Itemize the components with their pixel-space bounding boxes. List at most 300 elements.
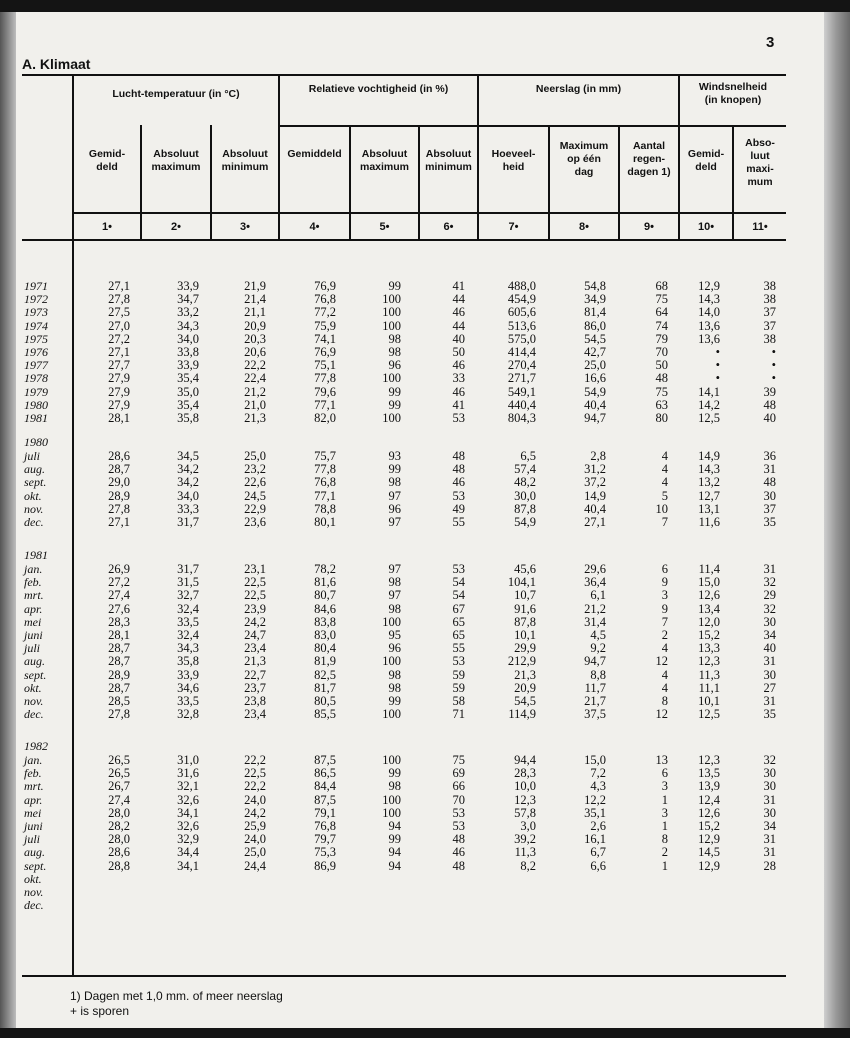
cell-col-11: 28	[763, 858, 776, 873]
cell-col-2: 33,5	[177, 614, 199, 629]
cell-col-1: 28,0	[108, 805, 130, 820]
cell-col-2: 31,6	[177, 766, 199, 781]
row-label: sept.	[24, 858, 47, 873]
cell-col-1: 28,9	[108, 488, 130, 503]
cell-col-1: 28,5	[108, 694, 130, 708]
cell-col-11: 38	[763, 331, 776, 346]
cell-col-3: 22,7	[244, 667, 266, 682]
cell-col-1: 27,4	[108, 588, 130, 603]
cell-col-1: 28,0	[108, 832, 130, 847]
cell-col-1: 27,2	[108, 331, 130, 346]
cell-col-2: 35,8	[177, 411, 199, 425]
cell-col-2: 32,6	[177, 819, 199, 833]
cell-col-10: 11,4	[698, 562, 720, 576]
cell-col-6: 71	[452, 707, 465, 722]
cell-col-6: 66	[452, 779, 465, 794]
cell-col-10: 14,2	[698, 397, 720, 412]
section-year-1981: 1981	[24, 548, 48, 562]
cell-col-1: 26,9	[108, 562, 130, 576]
cell-col-4: 80,7	[314, 588, 336, 603]
cell-col-9: 3	[661, 588, 668, 603]
cell-col-5: 100	[382, 292, 401, 307]
cell-col-1: 28,1	[108, 411, 130, 425]
cell-col-5: 100	[382, 318, 401, 333]
cell-col-6: 53	[452, 562, 465, 576]
header-bottom-rule	[22, 239, 786, 241]
cell-col-7: 440,4	[507, 397, 536, 412]
cell-col-7: 11,3	[514, 845, 536, 860]
cell-col-1: 28,2	[108, 819, 130, 833]
cell-col-5: 95	[388, 628, 401, 642]
cell-col-6: 49	[452, 501, 465, 516]
cell-col-10: 13,3	[698, 641, 720, 656]
cell-col-11: •	[771, 345, 776, 359]
cell-col-2: 34,1	[177, 858, 199, 873]
cell-col-5: 97	[388, 515, 401, 529]
row-label: dec.	[24, 898, 44, 913]
cell-col-7: 575,0	[507, 331, 536, 346]
cell-col-8: 94,7	[584, 411, 606, 425]
cell-col-4: 77,8	[314, 462, 336, 477]
cell-col-5: 98	[388, 667, 401, 682]
cell-col-9: 4	[661, 462, 668, 477]
cell-col-5: 99	[388, 694, 401, 708]
cell-col-6: 55	[452, 515, 465, 529]
cell-col-1: 26,5	[108, 766, 130, 781]
cell-col-3: 25,9	[244, 819, 266, 833]
table-row	[16, 516, 824, 529]
cell-col-11: 27	[763, 680, 776, 695]
cell-col-11: 37	[763, 318, 776, 333]
cell-col-8: 37,5	[584, 707, 606, 722]
cell-col-5: 100	[382, 805, 401, 820]
cell-col-6: 46	[452, 358, 465, 373]
cell-col-2: 31,7	[177, 562, 199, 576]
row-label: nov.	[24, 501, 44, 516]
row-label: nov.	[24, 885, 44, 899]
cell-col-7: 804,3	[507, 411, 536, 425]
cell-col-9: 70	[655, 345, 668, 359]
cell-col-4: 80,1	[314, 515, 336, 529]
cell-col-1: 27,0	[108, 318, 130, 333]
table-row	[16, 642, 824, 655]
cell-col-11: 37	[763, 501, 776, 516]
cell-col-7: 39,2	[514, 832, 536, 847]
cell-col-8: 4,5	[590, 628, 606, 642]
row-label: okt.	[24, 680, 42, 695]
cell-col-10: 14,5	[698, 845, 720, 860]
cell-col-11: 35	[763, 707, 776, 722]
cell-col-10: 14,1	[698, 384, 720, 399]
cell-col-11: 32	[763, 575, 776, 590]
cell-col-4: 82,0	[314, 411, 336, 425]
cell-col-4: 81,9	[314, 654, 336, 669]
cell-col-1: 27,1	[108, 515, 130, 529]
table-row	[16, 576, 824, 589]
cell-col-5: 94	[388, 845, 401, 860]
group-header-precipitation: Neerslag (in mm)	[535, 83, 622, 95]
cell-col-4: 79,1	[314, 805, 336, 820]
table-row	[16, 463, 824, 476]
cell-col-7: 271,7	[507, 371, 536, 386]
cell-col-11: 30	[763, 667, 776, 682]
cell-col-3: 23,2	[244, 462, 266, 477]
table-row	[16, 306, 824, 319]
cell-col-3: 22,2	[244, 779, 266, 794]
cell-col-1: 28,6	[108, 845, 130, 860]
cell-col-4: 80,5	[314, 694, 336, 708]
table-row	[16, 695, 824, 708]
cell-col-9: 1	[661, 792, 668, 807]
cell-col-8: 36,4	[584, 575, 606, 590]
cell-col-6: 48	[452, 832, 465, 847]
cell-col-8: 16,1	[584, 832, 606, 847]
cell-col-10: 14,9	[698, 449, 720, 463]
cell-col-9: 2	[661, 628, 668, 642]
row-label: juli	[24, 449, 41, 463]
cell-col-7: 3,0	[520, 819, 536, 833]
cell-col-6: 46	[452, 475, 465, 490]
cell-col-5: 94	[388, 858, 401, 873]
cell-col-2: 34,7	[177, 292, 199, 307]
row-label: sept.	[24, 475, 47, 490]
cell-col-3: 25,0	[244, 449, 266, 463]
cell-col-11: 30	[763, 488, 776, 503]
cell-col-5: 100	[382, 707, 401, 722]
cell-col-10: 13,6	[698, 318, 720, 333]
cell-col-11: 30	[763, 779, 776, 794]
cell-col-5: 99	[388, 832, 401, 847]
cell-col-6: 40	[452, 331, 465, 346]
cell-col-8: 15,0	[584, 753, 606, 767]
cell-col-1: 27,8	[108, 292, 130, 307]
cell-col-5: 98	[388, 601, 401, 616]
cell-col-10: 15,2	[698, 819, 720, 833]
cell-col-6: 33	[452, 371, 465, 386]
cell-col-5: 99	[388, 279, 401, 293]
cell-col-5: 100	[382, 614, 401, 629]
cell-col-3: 22,6	[244, 475, 266, 490]
cell-col-6: 46	[452, 384, 465, 399]
cell-col-6: 41	[452, 397, 465, 412]
row-label: 1973	[24, 305, 48, 320]
table-row	[16, 820, 824, 833]
cell-col-6: 65	[452, 614, 465, 629]
row-label: apr.	[24, 601, 43, 616]
cell-col-8: 42,7	[584, 345, 606, 359]
cell-col-1: 28,3	[108, 614, 130, 629]
cell-col-11: 37	[763, 305, 776, 320]
cell-col-7: 605,6	[507, 305, 536, 320]
cell-col-5: 96	[388, 641, 401, 656]
cell-col-1: 27,9	[108, 397, 130, 412]
cell-col-8: 31,2	[584, 462, 606, 477]
cell-col-1: 28,7	[108, 680, 130, 695]
cell-col-8: 54,8	[584, 279, 606, 293]
cell-col-11: 32	[763, 753, 776, 767]
cell-col-7: 20,9	[514, 680, 536, 695]
cell-col-11: 30	[763, 805, 776, 820]
cell-col-4: 81,7	[314, 680, 336, 695]
cell-col-1: 28,1	[108, 628, 130, 642]
cell-col-8: 2,6	[590, 819, 606, 833]
cell-col-9: 68	[655, 279, 668, 293]
cell-col-10: 12,6	[698, 805, 720, 820]
cell-col-3: 25,0	[244, 845, 266, 860]
cell-col-8: 40,4	[584, 501, 606, 516]
cell-col-8: 6,6	[590, 858, 606, 873]
cell-col-7: 12,3	[514, 792, 536, 807]
cell-col-6: 46	[452, 305, 465, 320]
column-number-11: 11•	[752, 221, 768, 233]
column-header-4: Gemiddeld	[287, 148, 342, 160]
cell-col-4: 79,6	[314, 384, 336, 399]
cell-col-9: 5	[661, 488, 668, 503]
cell-col-2: 32,1	[177, 779, 199, 794]
cell-col-9: 48	[655, 371, 668, 386]
cell-col-6: 48	[452, 858, 465, 873]
column-number-9: 9•	[644, 221, 654, 233]
cell-col-8: 16,6	[584, 371, 606, 386]
cell-col-8: 14,9	[584, 488, 606, 503]
row-label: apr.	[24, 792, 43, 807]
row-label: feb.	[24, 766, 42, 781]
cell-col-6: 53	[452, 411, 465, 425]
cell-col-9: 4	[661, 475, 668, 490]
cell-col-6: 69	[452, 766, 465, 781]
cell-col-11: 31	[763, 654, 776, 669]
cell-col-8: 21,2	[584, 601, 606, 616]
cell-col-5: 97	[388, 562, 401, 576]
row-label: 1981	[24, 411, 48, 425]
table-row	[16, 794, 824, 807]
cell-col-10: 14,3	[698, 462, 720, 477]
cell-col-8: 6,7	[590, 845, 606, 860]
column-number-8: 8•	[579, 221, 589, 233]
cell-col-7: 10,1	[514, 628, 536, 642]
cell-col-10: 12,3	[698, 654, 720, 669]
cell-col-9: 7	[661, 614, 668, 629]
table-row	[16, 589, 824, 602]
cell-col-6: 44	[452, 292, 465, 307]
cell-col-11: 34	[763, 628, 776, 642]
column-header-10: Gemid- deld	[687, 148, 725, 173]
cell-col-8: 27,1	[584, 515, 606, 529]
cell-col-11: 31	[763, 694, 776, 708]
group-header-temperature: Lucht-temperatuur (in °C)	[112, 88, 240, 100]
cell-col-1: 27,8	[108, 501, 130, 516]
cell-col-8: 4,3	[590, 779, 606, 794]
column-header-7: Hoeveel- heid	[491, 148, 536, 173]
cell-col-4: 87,5	[314, 753, 336, 767]
row-label: aug.	[24, 654, 45, 669]
table-row	[16, 846, 824, 859]
cell-col-1: 29,0	[108, 475, 130, 490]
row-label: 1980	[24, 397, 48, 412]
cell-col-6: 53	[452, 819, 465, 833]
cell-col-7: 114,9	[508, 707, 536, 722]
table-row	[16, 807, 824, 820]
cell-col-10: •	[715, 371, 720, 386]
cell-col-7: 57,4	[514, 462, 536, 477]
cell-col-3: 22,5	[244, 575, 266, 590]
cell-col-10: 14,3	[698, 292, 720, 307]
cell-col-7: 104,1	[507, 575, 536, 590]
cell-col-4: 78,8	[314, 501, 336, 516]
row-label: jan.	[24, 753, 43, 767]
cell-col-8: 81,4	[584, 305, 606, 320]
cell-col-2: 33,9	[177, 667, 199, 682]
binding-shadow	[0, 12, 16, 1028]
cell-col-3: 24,7	[244, 628, 266, 642]
row-label: dec.	[24, 515, 44, 529]
row-label: okt.	[24, 871, 42, 886]
cell-col-11: 31	[763, 562, 776, 576]
cell-col-8: 6,1	[590, 588, 606, 603]
cell-col-9: 50	[655, 358, 668, 373]
row-label: mrt.	[24, 588, 44, 603]
cell-col-6: 70	[452, 792, 465, 807]
group-header-wind: Windsnelheid (in knopen)	[698, 81, 768, 106]
cell-col-2: 32,4	[177, 628, 199, 642]
cell-col-3: 23,8	[244, 694, 266, 708]
cell-col-11: 48	[763, 475, 776, 490]
cell-col-3: 21,4	[244, 292, 266, 307]
row-label: mrt.	[24, 779, 44, 794]
cell-col-4: 80,4	[314, 641, 336, 656]
cell-col-5: 94	[388, 819, 401, 833]
cell-col-1: 27,4	[108, 792, 130, 807]
cell-col-9: 3	[661, 779, 668, 794]
table-row	[16, 873, 824, 886]
cell-col-2: 32,6	[177, 792, 199, 807]
cell-col-2: 34,2	[177, 475, 199, 490]
cell-col-11: 31	[763, 792, 776, 807]
cell-col-10: 13,2	[698, 475, 720, 490]
table-row	[16, 386, 824, 399]
cell-col-10: 14,0	[698, 305, 720, 320]
cell-col-7: 454,9	[507, 292, 536, 307]
cell-col-10: 12,0	[698, 614, 720, 629]
cell-col-2: 34,5	[177, 449, 199, 463]
cell-col-10: 15,0	[698, 575, 720, 590]
cell-col-3: 21,0	[244, 397, 266, 412]
table-row	[16, 280, 824, 293]
cell-col-5: 98	[388, 575, 401, 590]
row-label: 1974	[24, 318, 48, 333]
cell-col-7: 21,3	[514, 667, 536, 682]
cell-col-4: 78,2	[314, 562, 336, 576]
cell-col-5: 100	[382, 305, 401, 320]
cell-col-11: 31	[763, 845, 776, 860]
cell-col-4: 87,5	[314, 792, 336, 807]
cell-col-10: •	[715, 345, 720, 359]
cell-col-3: 23,7	[244, 680, 266, 695]
column-number-5: 5•	[379, 221, 390, 233]
cell-col-4: 84,6	[314, 601, 336, 616]
cell-col-3: 23,9	[244, 601, 266, 616]
cell-col-10: 10,1	[698, 694, 720, 708]
column-header-9: Aantal regen- dagen 1)	[627, 140, 671, 178]
cell-col-8: 11,7	[584, 680, 606, 695]
table-row	[16, 754, 824, 767]
cell-col-5: 97	[388, 488, 401, 503]
cell-col-10: 13,1	[698, 501, 720, 516]
cell-col-11: 31	[763, 832, 776, 847]
cell-col-6: 53	[452, 488, 465, 503]
cell-col-3: 21,1	[244, 305, 266, 320]
cell-col-7: 28,3	[514, 766, 536, 781]
cell-col-8: 40,4	[584, 397, 606, 412]
column-header-3: Absoluut minimum	[221, 148, 269, 173]
table-row	[16, 780, 824, 793]
cell-col-4: 77,1	[314, 397, 336, 412]
cell-col-9: 1	[661, 858, 668, 873]
row-label: dec.	[24, 707, 44, 722]
row-label: 1978	[24, 371, 48, 386]
cell-col-2: 31,5	[177, 575, 199, 590]
cell-col-7: 54,5	[514, 694, 536, 708]
cell-col-1: 27,9	[108, 384, 130, 399]
cell-col-7: 549,1	[507, 384, 536, 399]
cell-col-10: 13,5	[698, 766, 720, 781]
cell-col-9: 3	[661, 805, 668, 820]
cell-col-8: 31,4	[584, 614, 606, 629]
cell-col-3: 20,6	[244, 345, 266, 359]
cell-col-8: 2,8	[590, 449, 606, 463]
cell-col-10: 13,6	[698, 331, 720, 346]
cell-col-3: 22,2	[244, 358, 266, 373]
cell-col-10: 12,5	[698, 707, 720, 722]
cell-col-9: 80	[655, 411, 668, 425]
table-row	[16, 563, 824, 576]
cell-col-9: 7	[661, 515, 668, 529]
row-label: 1977	[24, 358, 48, 373]
row-label: juli	[24, 832, 41, 847]
cell-col-3: 20,9	[244, 318, 266, 333]
cell-col-9: 9	[661, 575, 668, 590]
cell-col-2: 33,8	[177, 345, 199, 359]
cell-col-5: 99	[388, 462, 401, 477]
cell-col-10: 13,4	[698, 601, 720, 616]
cell-col-8: 35,1	[584, 805, 606, 820]
table-row	[16, 669, 824, 682]
page-number: 3	[766, 34, 775, 51]
cell-col-6: 55	[452, 641, 465, 656]
row-label: mei	[24, 805, 42, 820]
table-row	[16, 476, 824, 489]
cell-col-3: 24,0	[244, 792, 266, 807]
cell-col-3: 24,0	[244, 832, 266, 847]
cell-col-3: 22,5	[244, 588, 266, 603]
cell-col-6: 48	[452, 462, 465, 477]
cell-col-2: 34,3	[177, 641, 199, 656]
document-page	[16, 12, 824, 1028]
cell-col-8: 8,8	[590, 667, 606, 682]
cell-col-8: 54,5	[584, 331, 606, 346]
page-edge	[824, 12, 850, 1028]
table-row	[16, 372, 824, 385]
cell-col-9: 74	[655, 318, 668, 333]
column-number-3: 3•	[240, 221, 250, 233]
cell-col-6: 41	[452, 279, 465, 293]
cell-col-11: 35	[763, 515, 776, 529]
cell-col-2: 33,9	[177, 279, 199, 293]
cell-col-7: 57,8	[514, 805, 536, 820]
row-label: mei	[24, 614, 42, 629]
cell-col-8: 37,2	[584, 475, 606, 490]
cell-col-10: 11,1	[698, 680, 720, 695]
